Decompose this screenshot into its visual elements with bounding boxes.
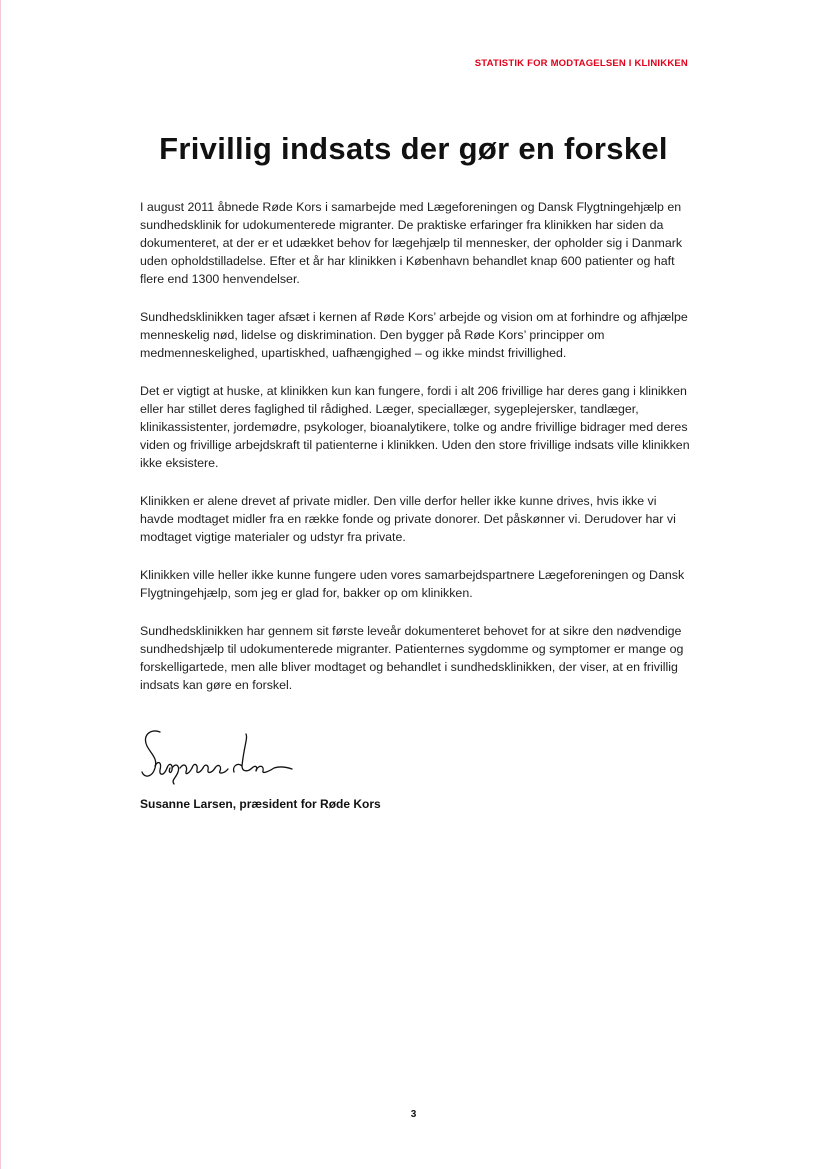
paragraph-6: Sundhedsklinikken har gennem sit første leveår dokumenteret behovet for at sikre den nødvendige sundhedshjælp til udokumenterede migranter. Patienternes sygdomme og symptomer er mange og forskelligartede, men alle bliver modtaget og behandlet i sundhedsklinikken, der viser, at en frivillig indsats kan gøre en forskel. [140,624,684,692]
paragraph-2: Sundhedsklinikken tager afsæt i kernen af Røde Kors’ arbejde og vision om at forhindre og afhjælpe menneskelig nød, lidelse og diskrimination. Den bygger på Røde Kors’ principper om medmenneskelighed, upartiskhed, uafhængighed – og ikke mindst frivillighed. [140,310,688,360]
page-title: Frivillig indsats der gør en forskel [159,131,668,166]
paragraph-5: Klinikken ville heller ikke kunne fungere uden vores samarbejdspartnere Lægeforeningen og Dansk Flygtningehjælp, som jeg er glad for, bakker op om klinikken. [140,568,685,600]
running-header: STATISTIK FOR MODTAGELSEN I KLINIKKEN [474,58,688,69]
paragraph-3: Det er vigtigt at huske, at klinikken kun kan fungere, fordi i alt 206 frivillige har deres gang i klinikken eller har stillet deres faglighed til rådighed. Læger, speciallæger, sygeplejersker, tandlæger, klinikassistenter, jordemødre, psykologer, bioanalytikere, tolke og andre frivillige bidrager med deres viden og frivillige arbejdskraft til patienterne i klinikken. Uden den store frivillige indsats ville klinikken ikke eksistere. [140,384,690,470]
signature-name: Susanne Larsen, præsident for Røde Kors [140,797,381,811]
paragraph-4: Klinikken er alene drevet af private midler. Den ville derfor heller ikke kunne drives, hvis ikke vi havde modtaget midler fra en række fonde og private donorer. Det påskønner vi. Derudover har vi modtaget vigtige materialer og udstyr fra private. [140,494,676,544]
handwritten-signature [138,726,298,792]
article-body [140,198,692,714]
paragraph-1: I august 2011 åbnede Røde Kors i samarbejde med Lægeforeningen og Dansk Flygtningehjælp en sundhedsklinik for udokumenterede migranter. De praktiske erfaringer fra klinikken har siden da dokumenteret, at der er et udækket behov for lægehjælp til mennesker, der opholder sig i Danmark uden opholdstilladelse. Efter et år har klinikken i København behandlet knap 600 patienter og haft flere end 1300 henvendelser. [140,200,683,286]
page-edge-line [0,0,1,1169]
page-number: 3 [410,1109,417,1120]
